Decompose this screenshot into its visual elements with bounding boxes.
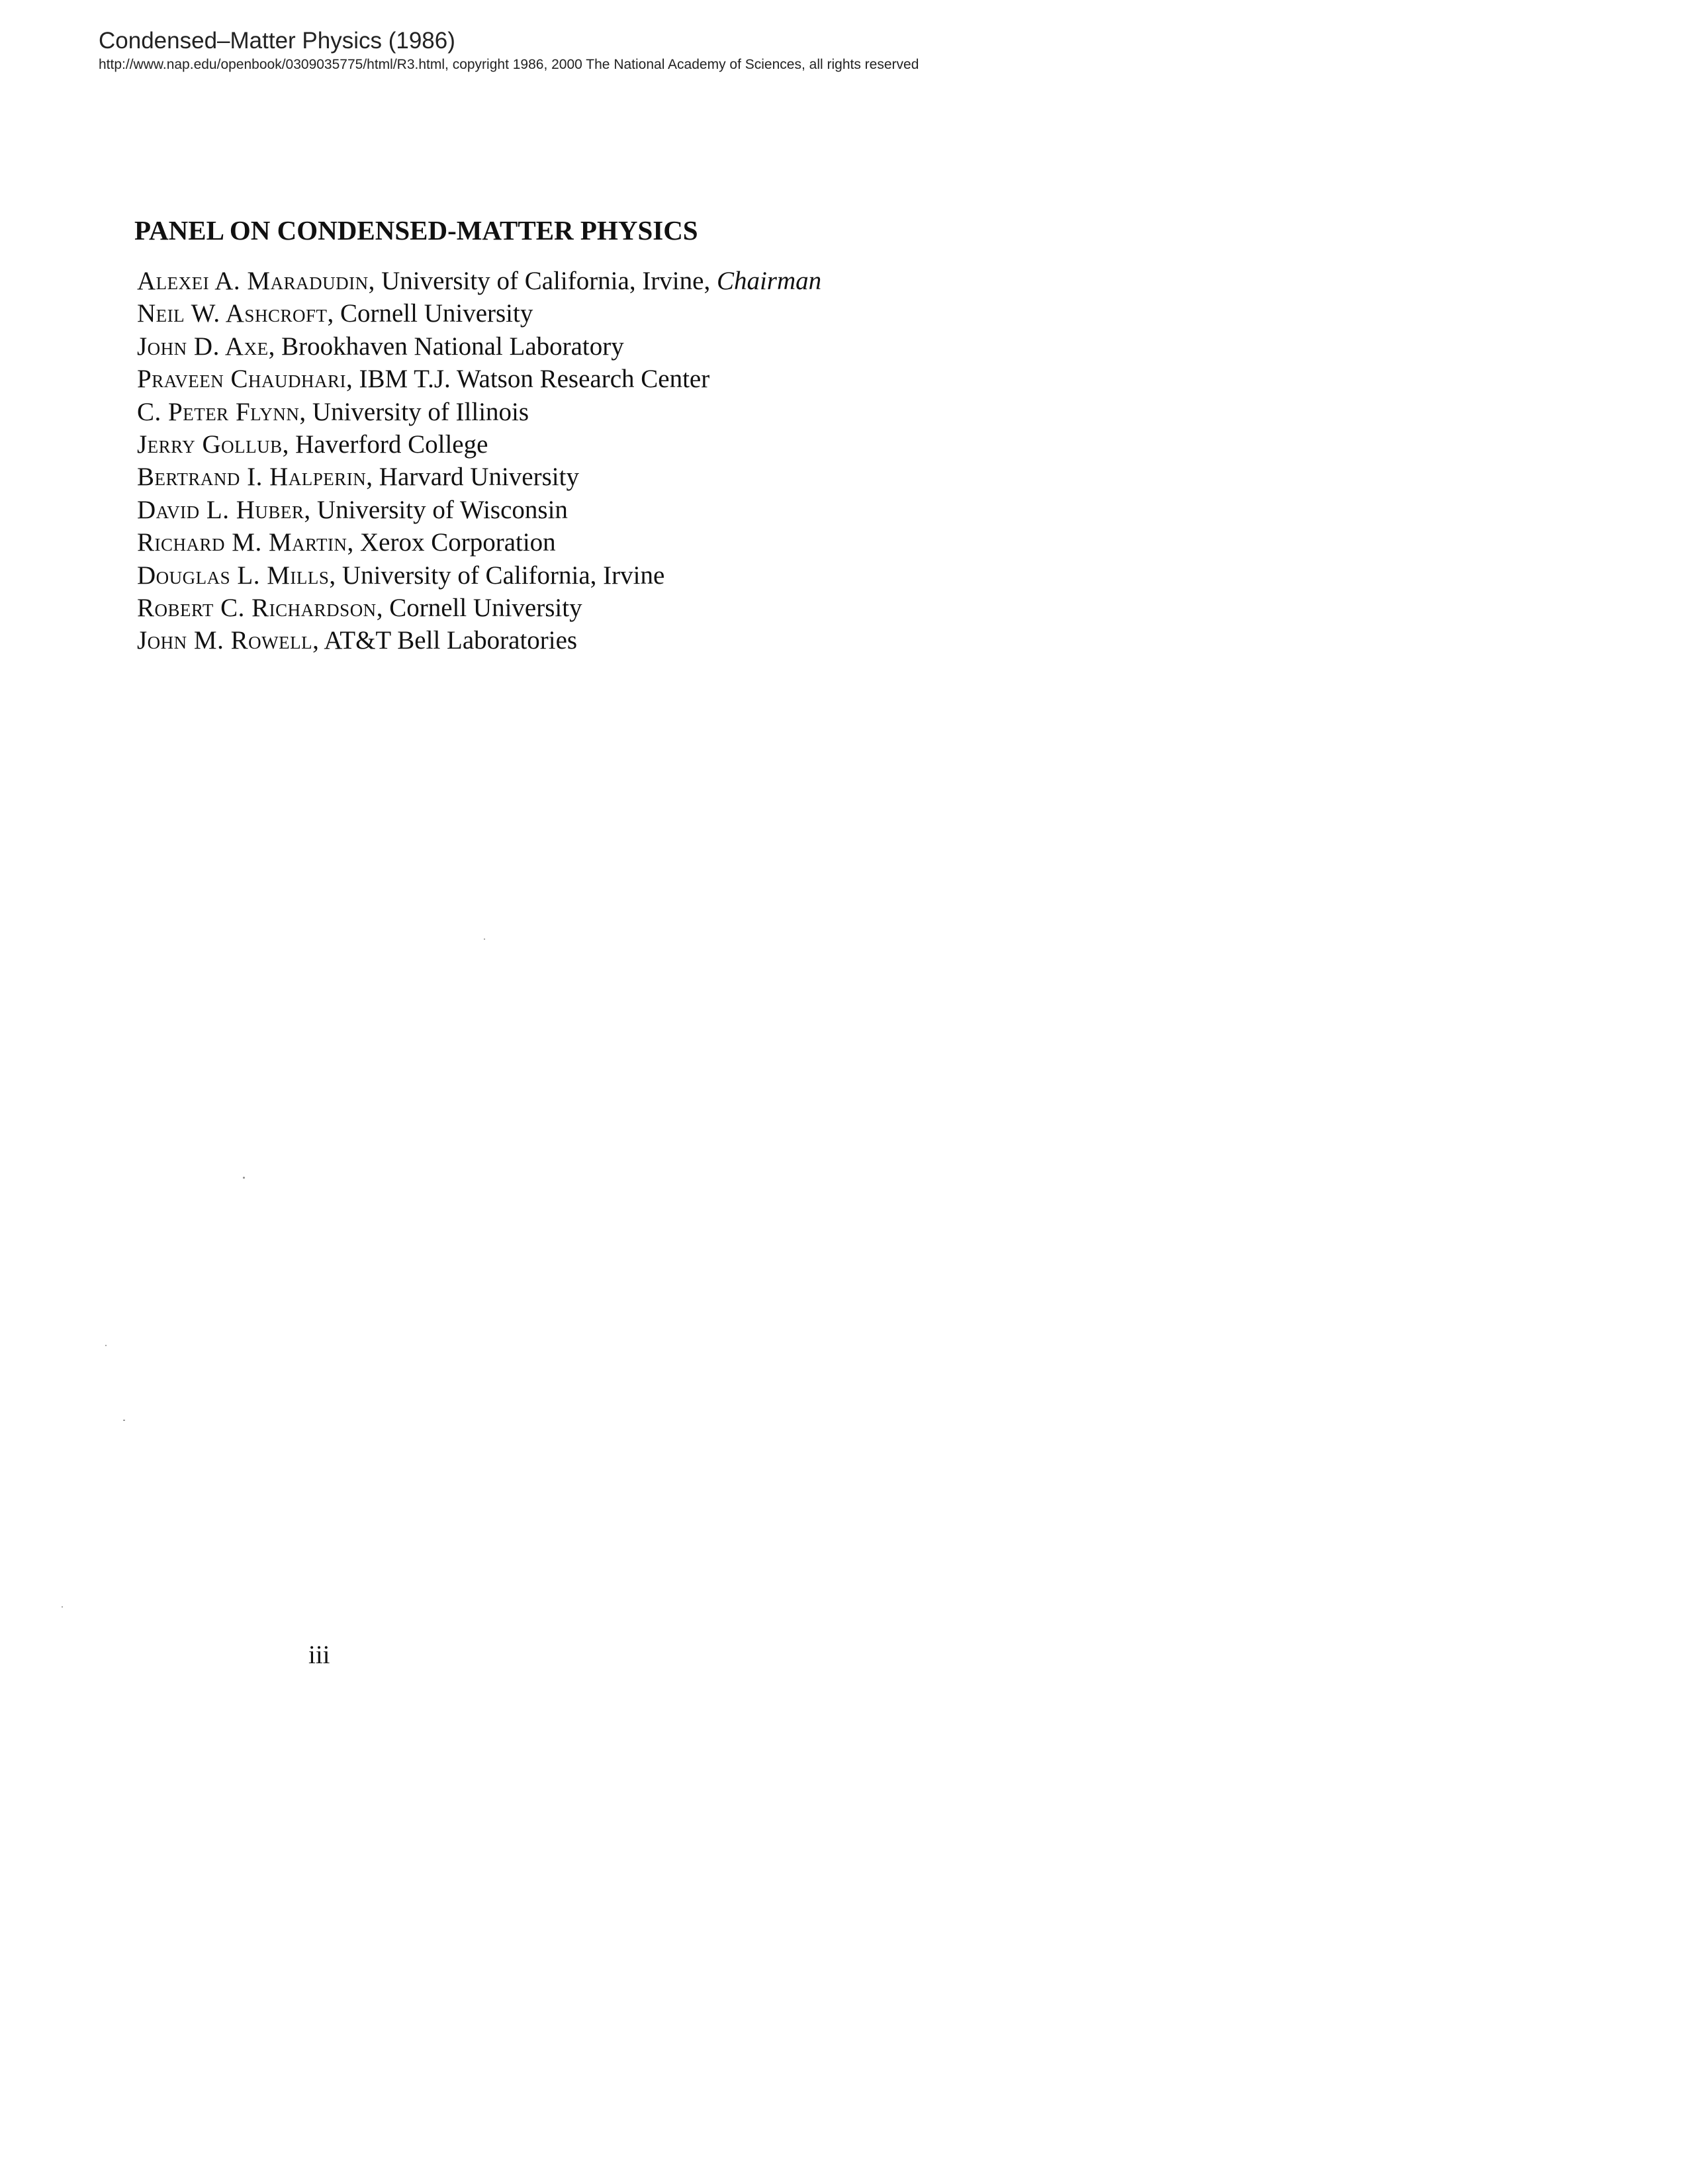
- scan-speck: [62, 1606, 63, 1608]
- scan-speck: [243, 1177, 245, 1179]
- page-number: iii: [308, 1641, 330, 1669]
- member-affiliation: , University of California, Irvine: [329, 561, 665, 590]
- member-name: Alexei A. Maradudin: [137, 267, 369, 295]
- member-name: Jerry Gollub: [137, 430, 283, 459]
- member-affiliation: , University of California, Irvine,: [368, 267, 717, 295]
- panel-member: [137, 330, 821, 363]
- panel-heading: PANEL ON CONDENSED-MATTER PHYSICS: [134, 215, 698, 246]
- member-name: Douglas L. Mills: [137, 561, 330, 590]
- source-copyright-line: http://www.nap.edu/openbook/0309035775/html/R3.html, copyright 1986, 2000 The National Academy of Sciences, all rights reserved: [99, 57, 919, 72]
- member-affiliation: , AT&T Bell Laboratories: [312, 626, 578, 655]
- member-affiliation: , Haverford College: [282, 430, 488, 459]
- scan-speck: [105, 1345, 107, 1346]
- panel-member: [137, 592, 821, 624]
- member-name: Praveen Chaudhari: [137, 365, 346, 394]
- member-name: Robert C. Richardson: [137, 593, 377, 622]
- panel-member: [137, 494, 821, 526]
- member-name: Bertrand I. Halperin: [137, 463, 367, 492]
- member-affiliation: , IBM T.J. Watson Research Center: [345, 365, 710, 394]
- book-title: Condensed–Matter Physics (1986): [99, 28, 455, 54]
- member-affiliation: , Cornell University: [376, 593, 582, 622]
- panel-member: [137, 396, 821, 428]
- member-affiliation: , Xerox Corporation: [347, 528, 556, 557]
- scan-speck: [484, 938, 485, 940]
- panel-member: [137, 624, 821, 657]
- member-name: C. Peter Flynn: [137, 397, 300, 426]
- member-name: John M. Rowell: [137, 626, 313, 655]
- panel-member: [137, 461, 821, 493]
- panel-member: [137, 265, 821, 297]
- member-affiliation: , Harvard University: [366, 463, 579, 492]
- panel-member: [137, 526, 821, 559]
- document-header: [99, 26, 919, 74]
- member-name: John D. Axe: [137, 332, 269, 361]
- panel-member: [137, 297, 821, 330]
- panel-member: [137, 559, 821, 592]
- scan-speck: [123, 1420, 125, 1421]
- member-affiliation: , University of Wisconsin: [304, 495, 568, 524]
- member-name: David L. Huber: [137, 495, 304, 524]
- member-name: Richard M. Martin: [137, 528, 347, 557]
- member-affiliation: , Cornell University: [327, 299, 533, 328]
- member-affiliation: , Brookhaven National Laboratory: [268, 332, 624, 361]
- panel-member: [137, 363, 821, 395]
- panel-member: [137, 428, 821, 461]
- member-affiliation: , University of Illinois: [299, 397, 529, 426]
- member-role: Chairman: [716, 267, 822, 295]
- member-name: Neil W. Ashcroft: [137, 299, 328, 328]
- panel-member-list: [137, 265, 821, 657]
